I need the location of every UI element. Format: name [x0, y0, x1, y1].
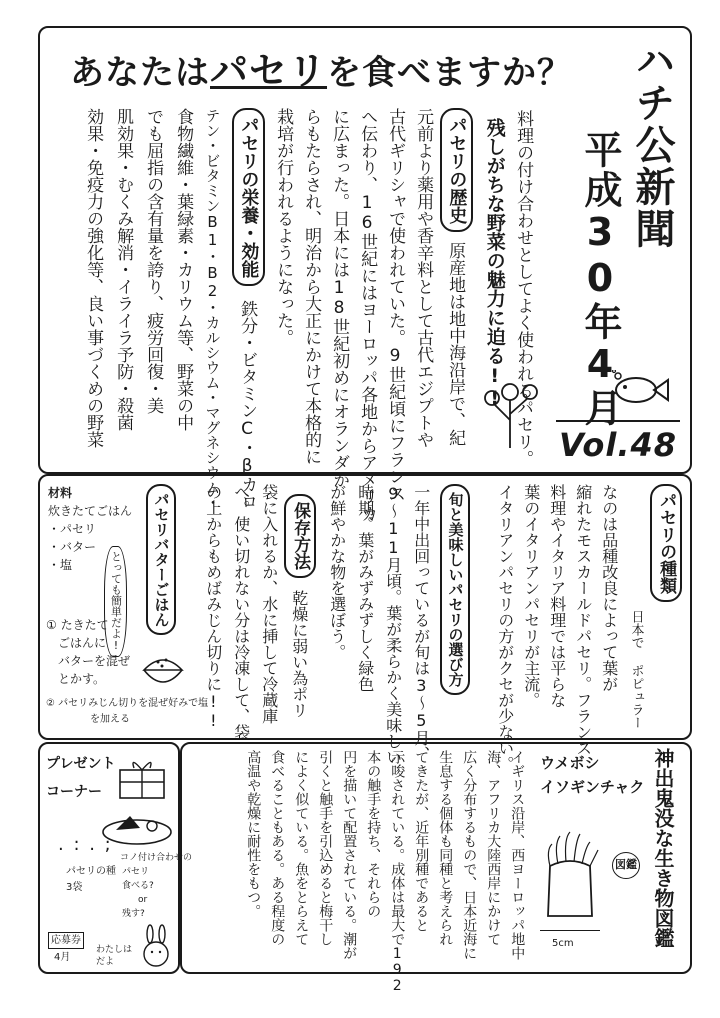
recipe-step-2-line-1: ② パセリみじん切りを混ぜ好みで塩: [46, 698, 209, 709]
ingredient-4: ・塩: [48, 558, 73, 572]
history-line-4: へ伝わり、16世紀にはヨーロッパ各地からアメリカ: [357, 108, 378, 522]
storage-line-1: 乾燥に弱い為ポリ: [289, 590, 309, 718]
sea-anemone-illustration: [538, 826, 602, 922]
ingredient-2: ・パセリ: [48, 522, 97, 536]
present-question-2: 3袋: [66, 882, 83, 893]
anemone-line-5: てきたが、近年別種であると: [413, 750, 430, 932]
headline-suffix: を食べますか？: [327, 53, 573, 93]
entry-coupon-1: 応募券: [48, 932, 84, 949]
nutrition-heading: パセリの栄養・効能: [232, 108, 265, 286]
anemone-line-1: イギリス沿岸、西ヨーロッパ地中: [509, 750, 526, 960]
varieties-heading: パセリの種類: [650, 484, 682, 602]
fish-illustration: [610, 370, 670, 408]
storage-line-2: 袋に入れるか、水に挿して冷蔵庫: [259, 484, 279, 724]
storage-line-3: へ。使い切れない分は冷凍して、袋: [231, 484, 251, 740]
anemone-line-12: 高温や乾燥に耐性をもつ。: [245, 750, 262, 918]
rabbit-illustration: [140, 924, 172, 970]
history-line-7: 栽培が行われるようになった。: [273, 108, 294, 346]
history-line-5: に広まった。日本には18世紀初めにオランダか: [329, 108, 350, 488]
nutrition-line-6: 効果・免疫力の強化等、良い事づくめの野菜: [83, 108, 104, 448]
anemone-line-11: 食べることもある。ある程度の: [269, 750, 286, 946]
history-line-1: 原産地は地中海沿岸で、紀: [445, 242, 466, 446]
history-line-6: らもたらされ、明治から大正にかけて本格的に: [301, 108, 322, 465]
varieties-line-1: なのは品種改良によって葉が: [599, 484, 619, 692]
anemone-line-3: 広く分布するもので、日本近海に: [461, 750, 478, 960]
recipe-step-1-line-1: ① たきたて: [46, 618, 109, 632]
intro-line-2: 残しがちな野菜の魅力に迫る!!: [483, 118, 506, 409]
anemone-title-b: イソギンチャク: [540, 778, 645, 796]
answer-label-2: だよ: [96, 957, 115, 967]
card-line-4: or: [138, 895, 148, 905]
volume-number: Vol.48: [556, 420, 680, 464]
selection-line-1: 一年中出回っているが旬は3〜5月、: [411, 484, 431, 762]
recipe-title: パセリバターごはん: [146, 484, 176, 635]
card-line-1: コノ付け合わせの: [120, 853, 193, 863]
varieties-line-4: 葉のイタリアンパセリが主流。: [521, 484, 541, 708]
present-question-1: パセリの種: [66, 866, 116, 877]
column-title: 神出鬼没な生き物図鑑: [651, 748, 675, 948]
headline-prefix: あなたは: [70, 53, 210, 93]
history-line-3: 古代ギリシャで使われていた。9世紀頃にフランス: [385, 108, 406, 502]
nutrition-line-1: 鉄分・ビタミンC・βカロ: [237, 300, 258, 510]
ingredient-3: ・バター: [48, 540, 97, 554]
storage-line-4: の上からもめばみじん切りに!!: [203, 484, 223, 730]
nutrition-line-5: 肌効果・むくみ解消・イライラ予防・殺菌: [113, 108, 134, 431]
history-heading: パセリの歴史: [440, 108, 473, 232]
answer-label-1: わたしは: [96, 945, 133, 955]
rice-bowl-illustration: [140, 650, 186, 690]
paper-name: ハチ公新聞: [629, 40, 675, 250]
scale-label: 5cm: [552, 938, 574, 949]
anemone-line-4: 生息する個体も同種と考えられ: [437, 750, 454, 946]
selection-line-4: が鮮やかな物を選ぼう。: [327, 484, 347, 660]
parsley-sprig-icon: [480, 370, 540, 450]
recipe-step-1-line-3: バターを混ぜ: [58, 654, 131, 668]
recipe-step-1-line-2: ごはんに: [58, 636, 107, 650]
entry-coupon-2: 4月: [54, 952, 71, 963]
column-badge: 図鑑: [612, 852, 640, 879]
recipe-bubble: とっても簡単だよ!: [104, 546, 127, 657]
anemone-line-2: 海、アフリカ大陸西岸にかけて: [485, 750, 502, 946]
issue-date: 平成30年4月: [578, 130, 622, 428]
varieties-note: 日本で ポピュラー: [628, 610, 644, 729]
headline-accent: パセリ: [210, 49, 328, 93]
card-line-5: 残す?: [122, 909, 145, 919]
main-headline: [70, 40, 572, 95]
anemone-line-7: 本の触手を持ち、それらの: [365, 750, 382, 918]
recipe-step-2-line-2: を加える: [90, 714, 130, 725]
varieties-line-3: 料理やイタリア料理では平らな: [547, 484, 567, 708]
card-line-2: パセリ: [122, 867, 150, 877]
selection-line-3: 時期。葉がみずみずしく緑色: [355, 484, 375, 692]
selection-heading: 旬と美味しいパセリの選び方: [440, 484, 470, 695]
seeds-dots: . : . ;: [58, 834, 113, 855]
selection-line-2: 9〜11月頃。葉が柔らかく美味しい: [383, 484, 403, 765]
varieties-line-5: イタリアンパセリの方がクセが少ない。: [495, 484, 515, 772]
nutrition-line-2: テン・ビタミンB1・B2・カルシウム・マグネシウム・: [203, 108, 222, 510]
gift-box-illustration: [114, 752, 170, 802]
anemone-line-8: 円を描いて配置されている。潮が: [341, 750, 358, 960]
present-title-1: プレゼント: [46, 756, 116, 772]
recipe-step-1-line-4: とかす。: [58, 672, 106, 686]
anemone-line-6: 示唆されている。成体は最大で192: [389, 750, 406, 994]
intro-line-1: 料理の付け合わせとしてよく使われるパセリ。: [513, 110, 534, 467]
storage-heading: 保存方法: [284, 494, 316, 578]
anemone-title-a: ウメボシ: [540, 754, 600, 772]
ingredients-label: 材料: [48, 486, 73, 500]
nutrition-line-4: でも屈指の含有量を誇り、疲労回復・美: [143, 108, 164, 414]
nutrition-line-3: 食物繊維・葉緑素・カリウム等、野菜の中: [173, 108, 194, 431]
card-line-3: 食べる?: [122, 881, 154, 891]
scale-bar: [540, 930, 600, 931]
anemone-line-10: によく似ている。魚をとらえて: [293, 750, 310, 946]
present-title-2: コーナー: [46, 784, 102, 800]
anemone-line-9: 引くと触手を引込めると梅干し: [317, 750, 334, 946]
varieties-line-2: 縮れたモスカールドパセリ。フランス: [573, 484, 593, 756]
history-line-2: 元前より薬用や香辛料として古代エジプトや: [413, 108, 434, 448]
ingredient-1: 炊きたてごはん: [48, 504, 133, 518]
